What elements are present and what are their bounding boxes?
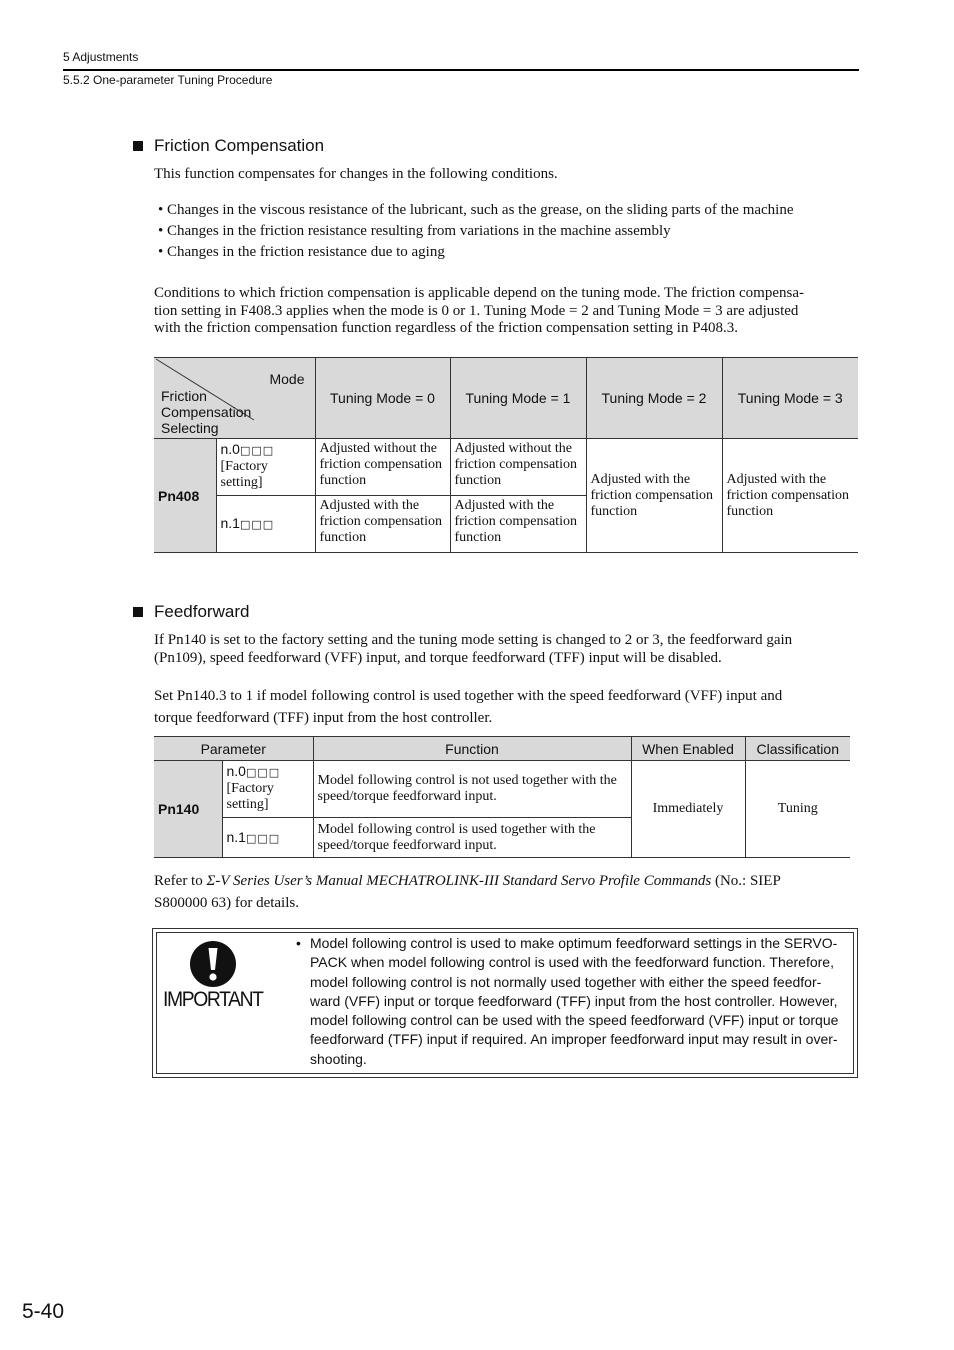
col-header-mode2: Tuning Mode = 2 — [586, 358, 722, 439]
feedforward-para1: If Pn140 is set to the factory setting and the tuning mode setting is changed to 2 or 3, the feedforward gain (Pn109), speed feedforward (VFF) input, and torque feedforward (TFF) input will be disabled. — [154, 632, 793, 666]
table-row — [154, 737, 850, 761]
table-row — [154, 358, 858, 439]
friction-bullet-list — [154, 200, 794, 263]
mode1-cell: Adjusted with the friction compensation function — [450, 496, 586, 553]
friction-section-title: Friction Compensation — [154, 136, 325, 155]
mode3-cell: Adjusted with the friction compensation function — [722, 439, 858, 553]
setting-code-cell: n.1□□□ — [222, 818, 313, 858]
running-header-section: 5.5.2 One-parameter Tuning Procedure — [63, 73, 273, 87]
setting-code-cell: n.1□□□ — [216, 496, 315, 553]
page-number: 5-40 — [22, 1300, 65, 1323]
friction-mode-table — [154, 357, 858, 553]
col-header-mode3: Tuning Mode = 3 — [722, 358, 858, 439]
header-rule — [63, 69, 859, 71]
param-cell: Pn140 — [154, 761, 222, 858]
setting-code-cell: n.0□□□ [Factory setting] — [216, 439, 315, 496]
friction-section-heading — [133, 136, 324, 156]
exclamation-icon — [189, 940, 237, 988]
corner-row-label: Friction Compensation Selecting — [161, 388, 252, 436]
col-header-function: Function — [313, 737, 631, 761]
square-bullet-icon — [133, 141, 143, 151]
mode1-cell: Adjusted without the friction compensation function — [450, 439, 586, 496]
col-header-mode1: Tuning Mode = 1 — [450, 358, 586, 439]
function-cell: Model following control is used together with the speed/torque feedforward input. — [313, 818, 631, 858]
col-header-classification: Classification — [745, 737, 850, 761]
important-text: • Model following control is used to make optimum feedforward settings in the SERVO- PACK when model following control is used with the feedforward function. Therefore, model following control is not normally used together with either the speed feedfor- ward (VFF) input or torque feedforward (TFF) input from the host controller. However, model following control can be used with the speed feedforward (VFF) input or torque feedforward (TFF) input if required. An improper feedforward input may result in over- shooting. — [296, 935, 839, 1067]
table-row — [154, 761, 850, 818]
friction-conditions: Conditions to which friction compensation is applicable depend on the tuning mode. The friction compensa- tion setting in F408.3 applies when the mode is 0 or 1. Tuning Mode = 2 and Tuning Mode = 3 are adjusted with the friction compensation function regardless of the friction compensation setting in P408.3. — [154, 285, 804, 336]
square-bullet-icon — [133, 607, 143, 617]
feedforward-section-title: Feedforward — [154, 602, 250, 621]
pn140-table — [154, 736, 850, 858]
table-corner-cell — [154, 358, 315, 439]
list-item: • Changes in the friction resistance due to aging — [158, 244, 445, 260]
friction-intro: This function compensates for changes in the following conditions. — [154, 166, 558, 182]
mode2-cell: Adjusted with the friction compensation function — [586, 439, 722, 553]
mode0-cell: Adjusted with the friction compensation function — [315, 496, 450, 553]
param-cell: Pn408 — [154, 439, 216, 553]
running-header-chapter: 5 Adjustments — [63, 50, 139, 64]
col-header-mode0: Tuning Mode = 0 — [315, 358, 450, 439]
classification-cell: Tuning — [745, 761, 850, 858]
feedforward-section-heading — [133, 602, 249, 622]
col-header-when-enabled: When Enabled — [631, 737, 745, 761]
mode0-cell: Adjusted without the friction compensation function — [315, 439, 450, 496]
setting-code-cell: n.0□□□ [Factory setting] — [222, 761, 313, 818]
function-cell: Model following control is not used together with the speed/torque feedforward input. — [313, 761, 631, 818]
list-item: • Changes in the viscous resistance of the lubricant, such as the grease, on the sliding parts of the machine — [158, 202, 794, 218]
feedforward-para2: Set Pn140.3 to 1 if model following control is used together with the speed feedforward (VFF) input and torque feedforward (TFF) input from the host controller. — [154, 688, 783, 726]
important-label: IMPORTANT — [163, 988, 263, 1011]
list-item: • Changes in the friction resistance resulting from variations in the machine assembly — [158, 223, 671, 239]
corner-mode-label: Mode — [269, 371, 305, 387]
when-enabled-cell: Immediately — [631, 761, 745, 858]
table-row — [154, 439, 858, 496]
refer-paragraph: Refer to Σ-V Series User’s Manual MECHATROLINK-III Standard Servo Profile Commands (No.: SIEP S800000 63) for details. — [154, 873, 781, 911]
col-header-parameter: Parameter — [154, 737, 313, 761]
